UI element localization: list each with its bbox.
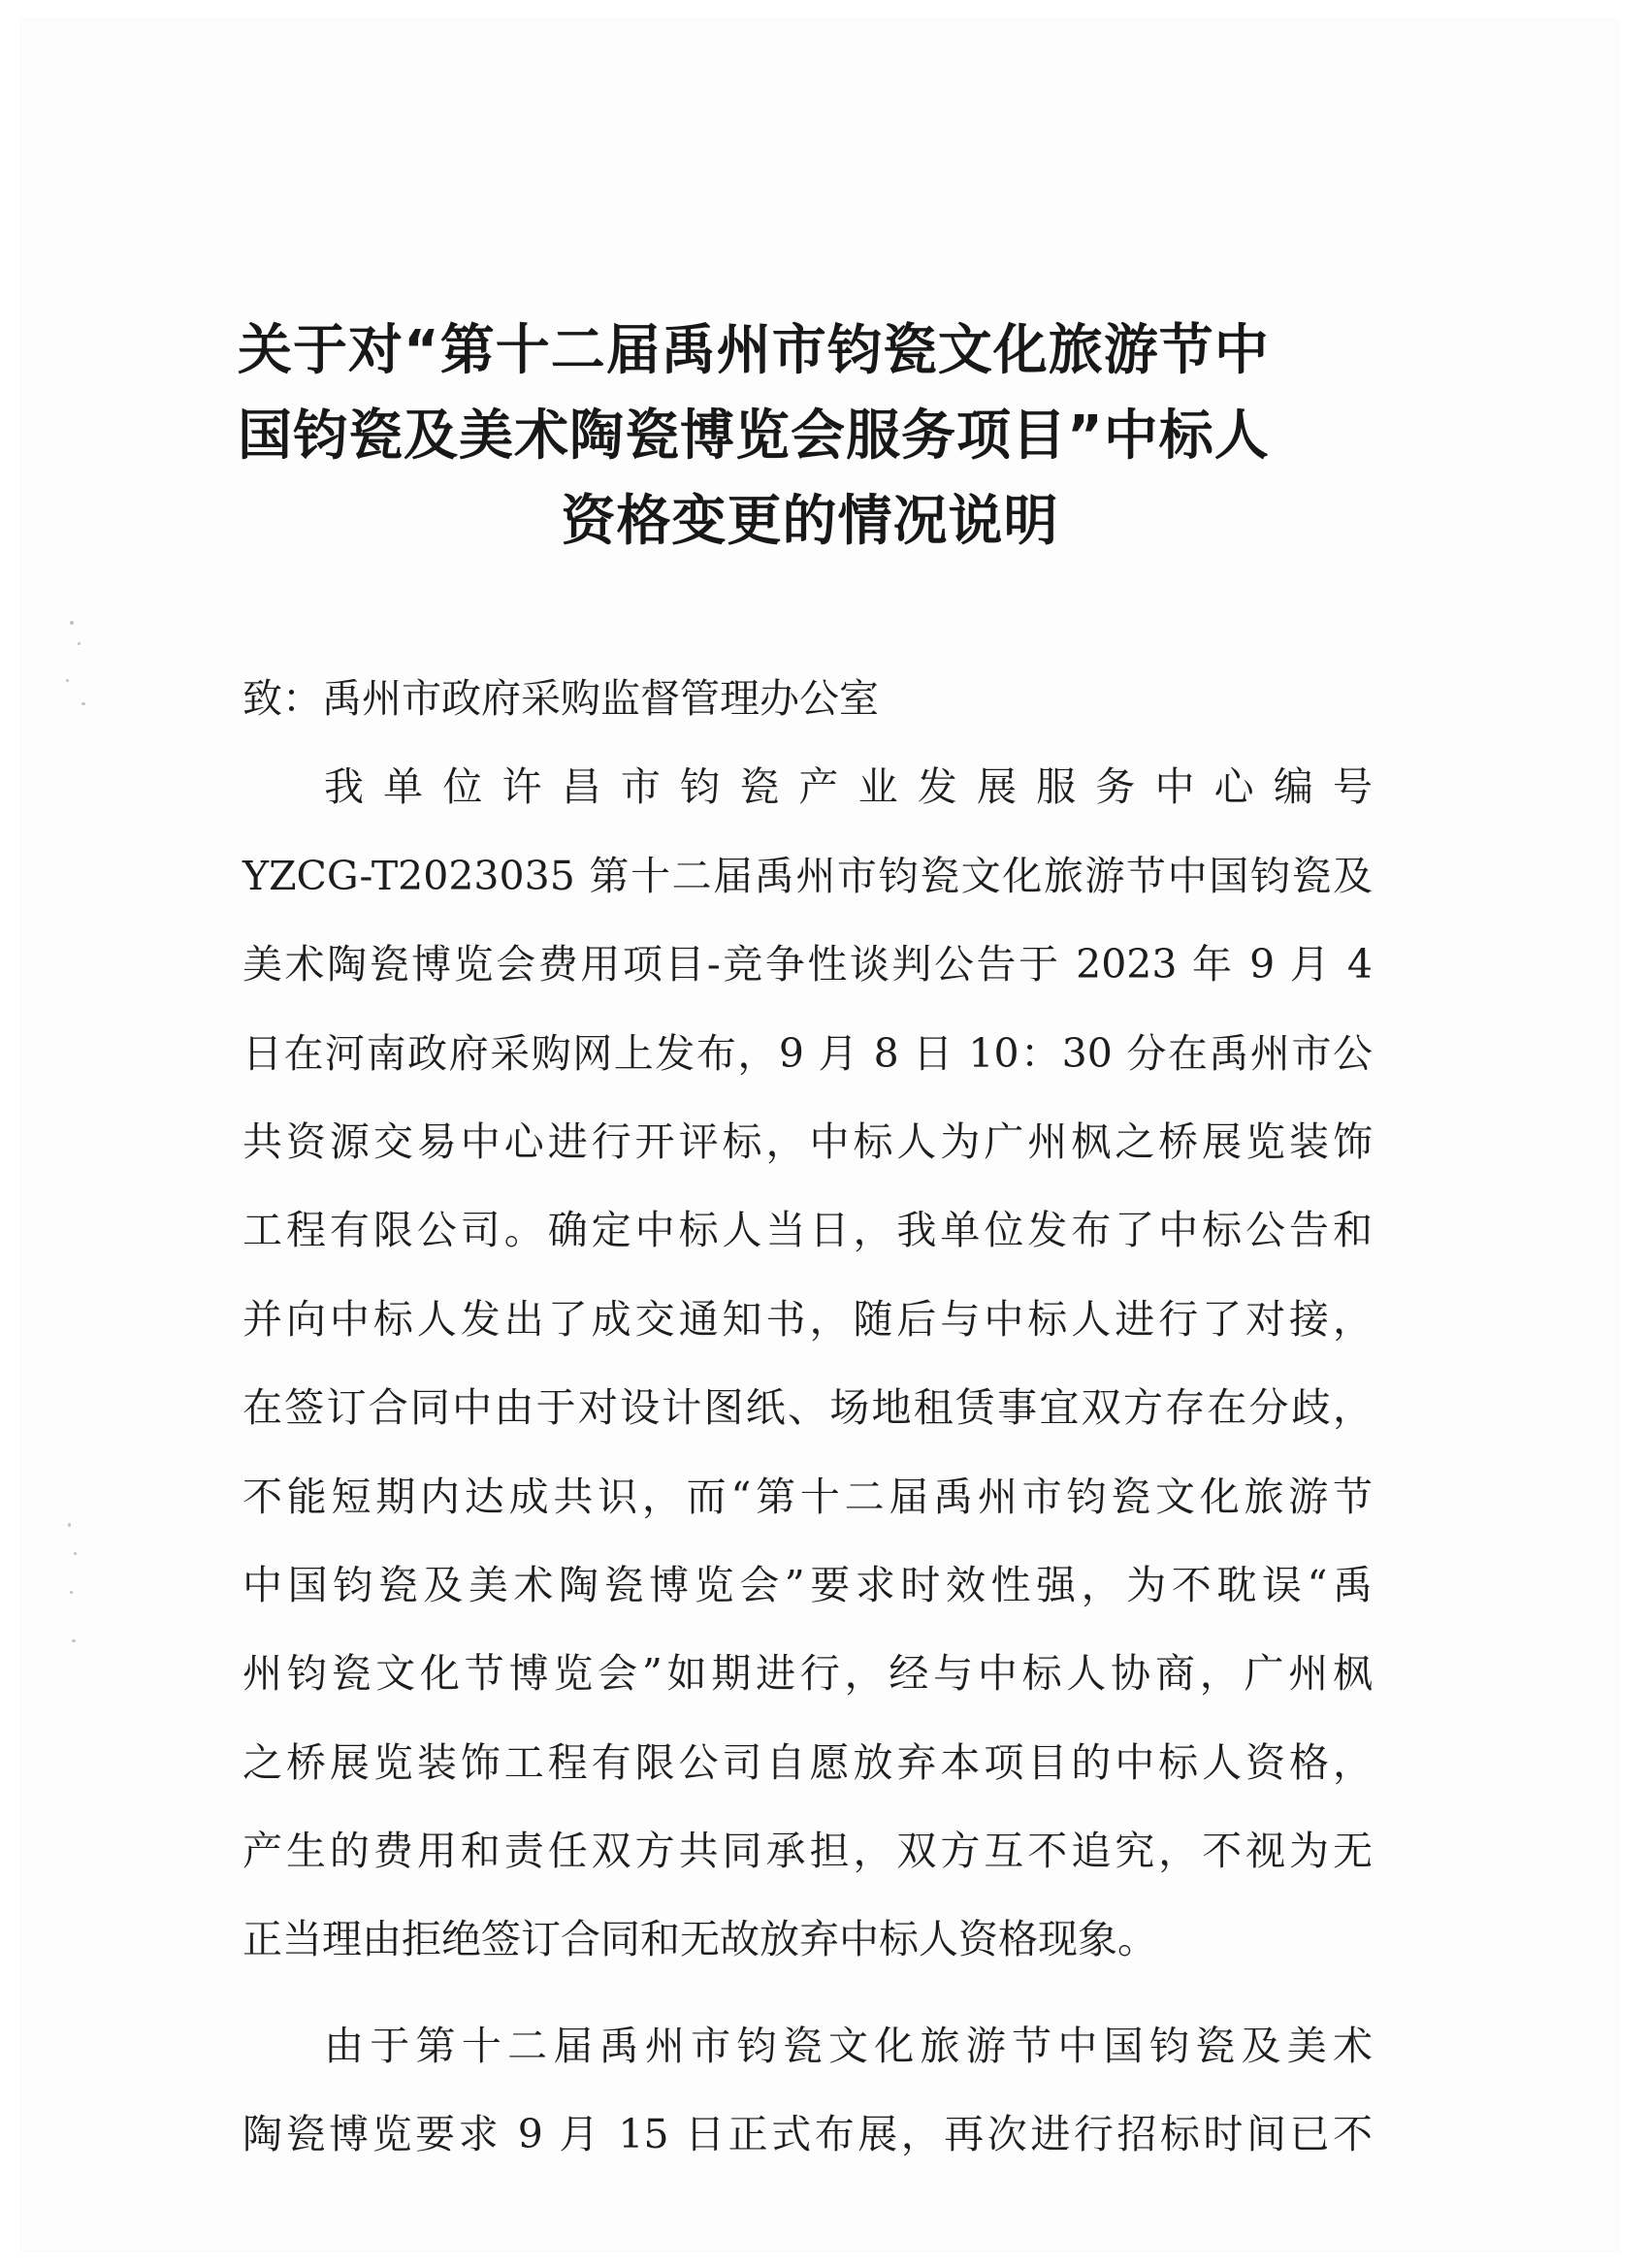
paragraph-line: 陶瓷博览要求 9 月 15 日正式布展，再次进行招标时间已不 bbox=[242, 2111, 1373, 2158]
paragraph-line: 由于第十二届禹州市钧瓷文化旅游节中国钧瓷及美术 bbox=[324, 2022, 1373, 2069]
paragraph-line: 之桥展览装饰工程有限公司自愿放弃本项目的中标人资格， bbox=[242, 1738, 1373, 1786]
paragraph-1 bbox=[242, 743, 1373, 1984]
title-line-1: 关于对“第十二届禹州市钧瓷文化旅游节中 bbox=[238, 319, 1270, 382]
scan-speck bbox=[70, 1591, 73, 1594]
scan-speck bbox=[78, 642, 81, 645]
paragraph-line: 我单位许昌市钧瓷产业发展服务中心编号 bbox=[324, 763, 1373, 811]
title-line-3: 资格变更的情况说明 bbox=[561, 490, 1059, 553]
scan-speck bbox=[74, 1552, 77, 1555]
scan-speck bbox=[72, 1639, 76, 1642]
paragraph-line: 州钧瓷文化节博览会”如期进行，经与中标人协商，广州枫 bbox=[242, 1650, 1373, 1698]
paragraph-line: 不能短期内达成共识，而“第十二届禹州市钧瓷文化旅游节 bbox=[242, 1473, 1373, 1520]
document-body bbox=[242, 655, 1373, 2180]
paragraph-line: 在签订合同中由于对设计图纸、场地租赁事宜双方存在分歧， bbox=[242, 1384, 1373, 1432]
paragraph-line: 产生的费用和责任双方共同承担，双方互不追究，不视为无 bbox=[242, 1828, 1373, 1875]
title-line-2: 国钧瓷及美术陶瓷博览会服务项目”中标人 bbox=[238, 405, 1270, 468]
paragraph-line: 美术陶瓷博览会费用项目-竞争性谈判公告于 2023 年 9 月 4 bbox=[242, 941, 1373, 988]
scan-speck bbox=[68, 1523, 71, 1527]
paragraph-line: 中国钧瓷及美术陶瓷博览会”要求时效性强，为不耽误“禹 bbox=[242, 1561, 1373, 1608]
paragraph-line: 并向中标人发出了成交通知书，随后与中标人进行了对接， bbox=[242, 1295, 1373, 1343]
scan-speck bbox=[66, 679, 69, 682]
paragraph-line: 工程有限公司。确定中标人当日，我单位发布了中标公告和 bbox=[242, 1207, 1373, 1254]
paragraph-line: 正当理由拒绝签订合同和无故放弃中标人资格现象。 bbox=[242, 1916, 1157, 1963]
paragraph-line: 日在河南政府采购网上发布，9 月 8 日 10：30 分在禹州市公 bbox=[242, 1029, 1373, 1077]
addressee: 致：禹州市政府采购监督管理办公室 bbox=[242, 675, 879, 722]
document-title bbox=[238, 308, 1382, 565]
paragraph-line: 共资源交易中心进行开评标，中标人为广州枫之桥展览装饰 bbox=[242, 1118, 1373, 1165]
paragraph-line: YZCG-T2023035 第十二届禹州市钧瓷文化旅游节中国钧瓷及 bbox=[242, 852, 1373, 899]
paragraph-2 bbox=[242, 2002, 1373, 2180]
scan-speck bbox=[70, 621, 74, 625]
scan-speck bbox=[81, 702, 85, 705]
